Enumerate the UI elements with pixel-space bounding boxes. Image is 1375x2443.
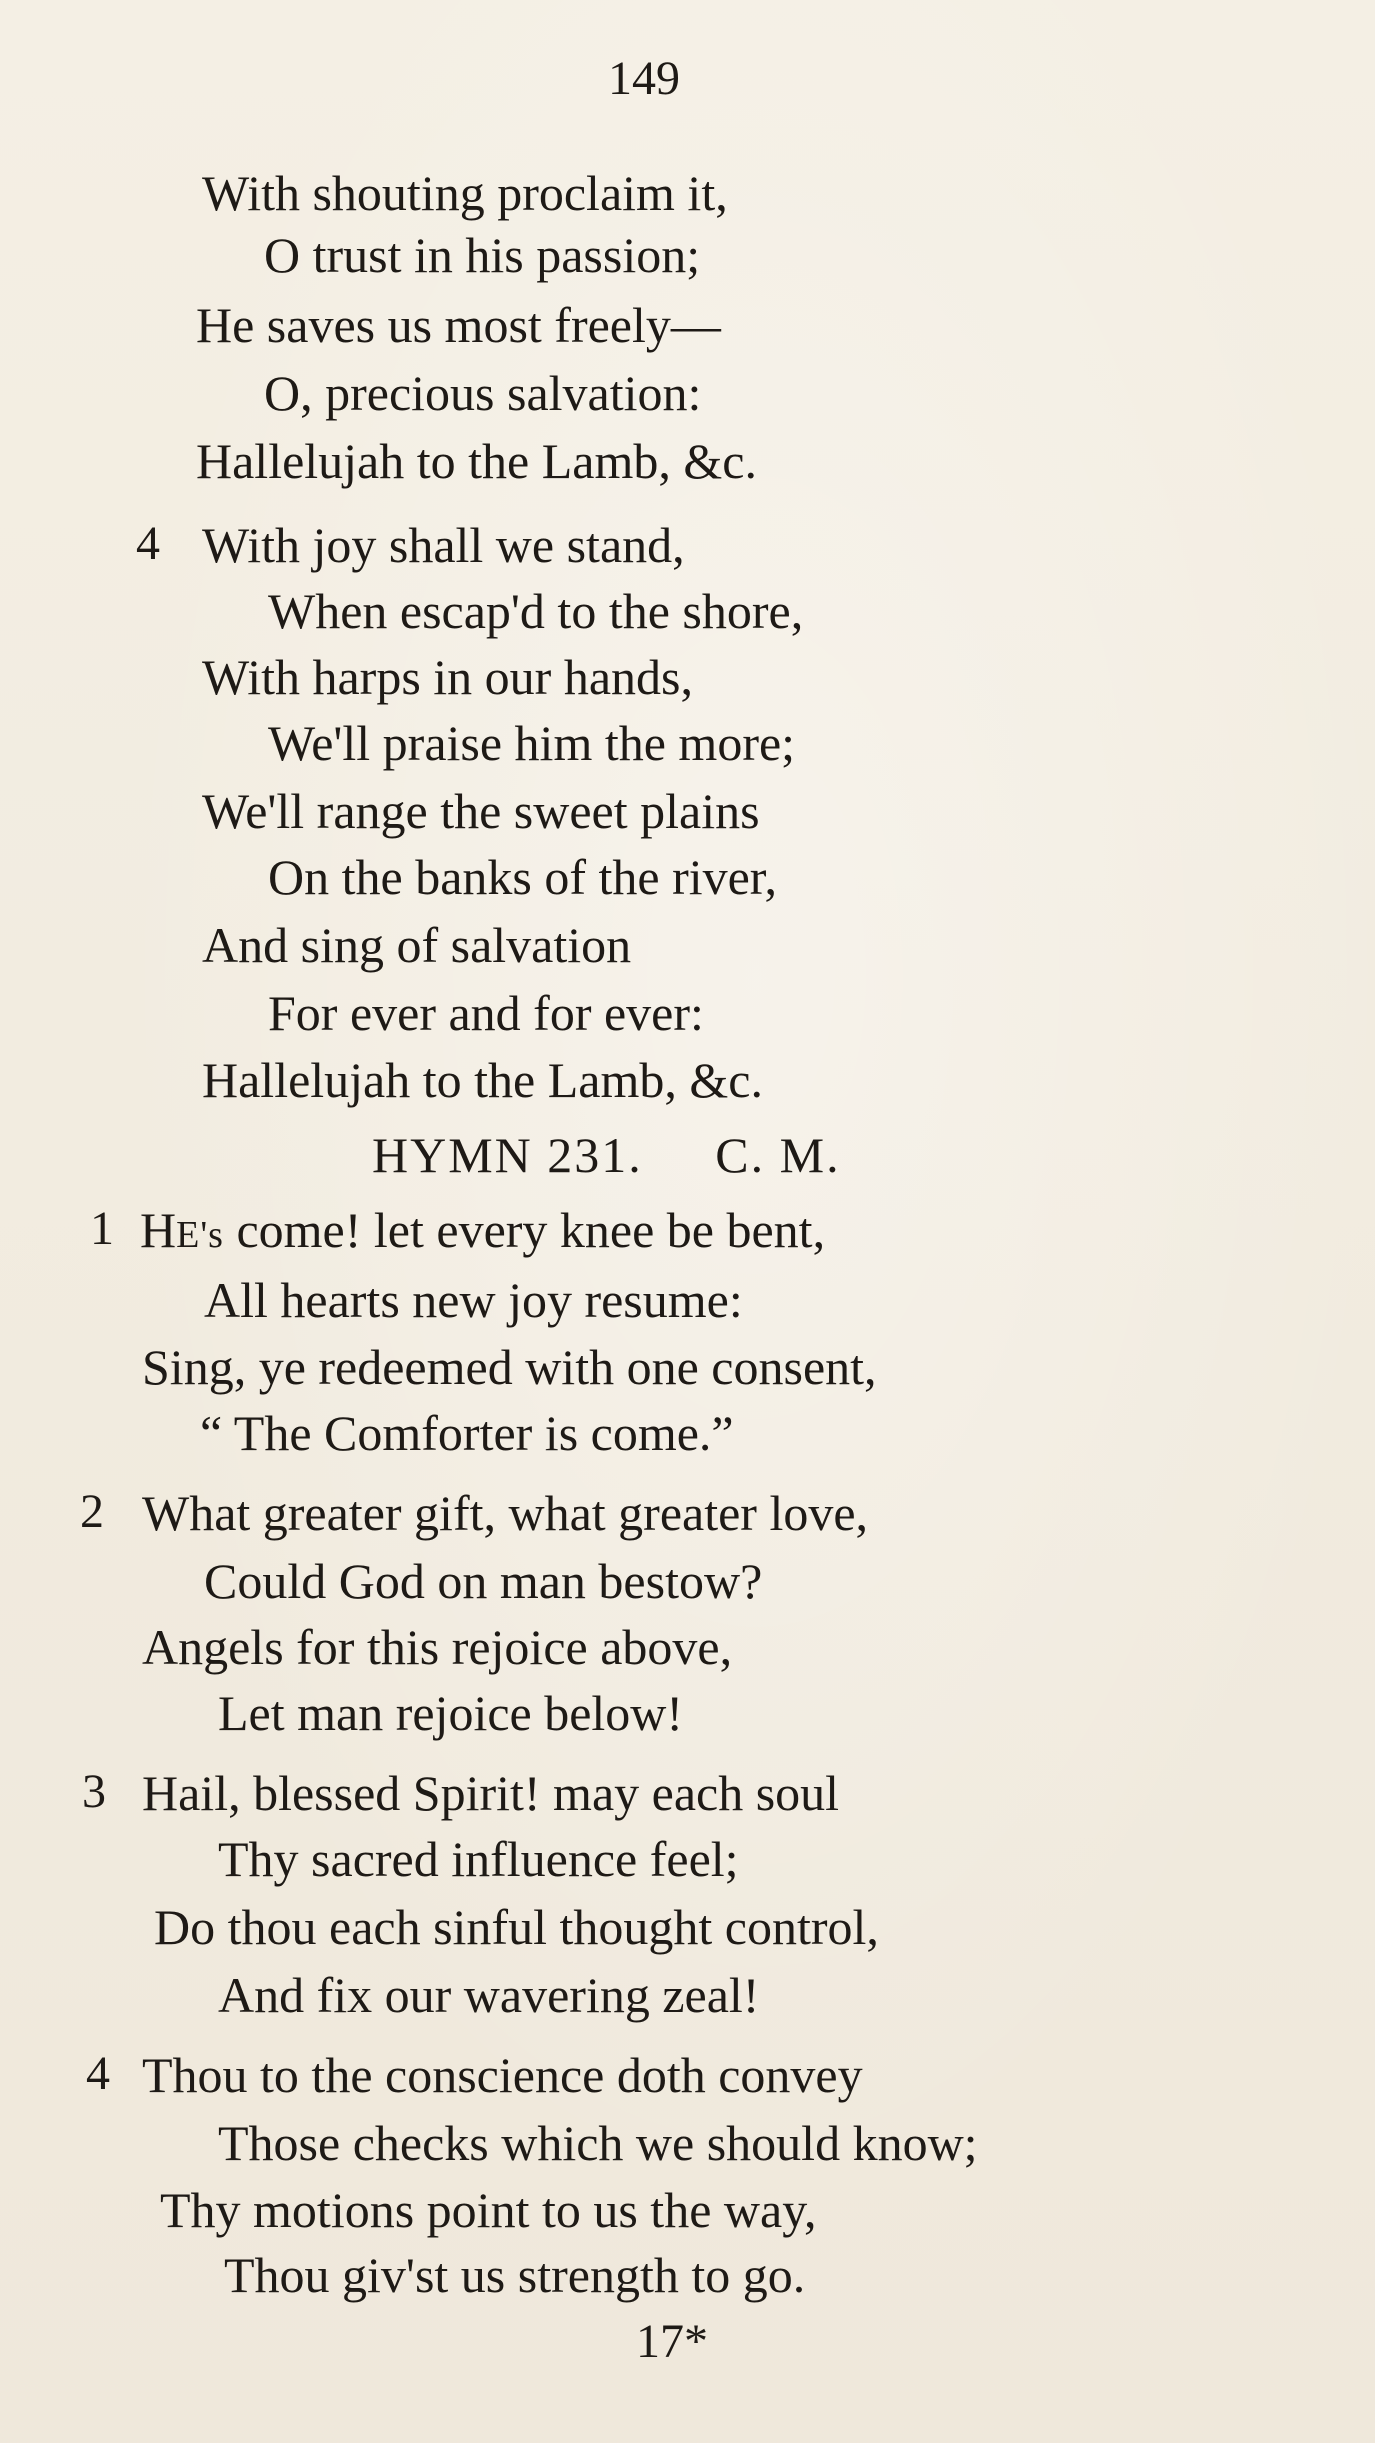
verse-line: Thou giv'st us strength to go. bbox=[224, 2247, 806, 2303]
verse-line: For ever and for ever: bbox=[268, 985, 704, 1041]
verse-line: With harps in our hands, bbox=[202, 649, 693, 705]
verse-line: And sing of salvation bbox=[202, 917, 632, 973]
stanza-number: 1 bbox=[90, 1202, 114, 1255]
verse-line: With joy shall we stand, bbox=[202, 517, 685, 573]
verse-line: O, precious salvation: bbox=[264, 365, 702, 421]
verse-line: Thou to the conscience doth convey bbox=[142, 2047, 863, 2103]
verse-line: We'll range the sweet plains bbox=[202, 783, 760, 839]
refrain-line: Hallelujah to the Lamb, &c. bbox=[202, 1052, 763, 1108]
verse-line: Hail, blessed Spirit! may each soul bbox=[142, 1765, 840, 1821]
small-caps-word: E's bbox=[176, 1214, 224, 1256]
verse-line: Those checks which we should know; bbox=[218, 2115, 978, 2171]
verse-line: Let man rejoice below! bbox=[218, 1685, 684, 1741]
verse-line: O trust in his passion; bbox=[264, 227, 701, 283]
verse-line: We'll praise him the more; bbox=[268, 715, 796, 771]
verse-line: On the banks of the river, bbox=[268, 849, 777, 905]
refrain-line: Hallelujah to the Lamb, &c. bbox=[196, 433, 757, 489]
verse-line: Do thou each sinful thought control, bbox=[154, 1899, 879, 1955]
verse-line: And fix our wavering zeal! bbox=[218, 1967, 760, 2023]
verse-line-rest: come! let every knee be bent, bbox=[223, 1202, 826, 1258]
hymn-heading: HYMN 231. C. M. bbox=[372, 1127, 841, 1183]
verse-line: Thy motions point to us the way, bbox=[160, 2182, 817, 2238]
stanza-number: 3 bbox=[82, 1765, 106, 1818]
verse-line: What greater gift, what greater love, bbox=[142, 1485, 869, 1541]
drop-initial: H bbox=[140, 1202, 177, 1258]
signature-mark: 17* bbox=[636, 2315, 708, 2368]
verse-line: He saves us most freely— bbox=[196, 297, 721, 353]
page-number: 149 bbox=[608, 52, 680, 105]
stanza-number: 4 bbox=[86, 2047, 110, 2100]
verse-line: With shouting proclaim it, bbox=[202, 165, 728, 221]
verse-line: “ The Comforter is come.” bbox=[200, 1405, 734, 1461]
verse-line: Could God on man bestow? bbox=[204, 1553, 763, 1609]
verse-line: Angels for this rejoice above, bbox=[142, 1619, 733, 1675]
verse-line: All hearts new joy resume: bbox=[204, 1272, 743, 1328]
stanza-number: 2 bbox=[80, 1485, 104, 1538]
stanza-number: 4 bbox=[136, 517, 160, 570]
verse-line bbox=[140, 1202, 826, 1258]
verse-line: When escap'd to the shore, bbox=[268, 583, 804, 639]
verse-line: Sing, ye redeemed with one consent, bbox=[142, 1339, 877, 1395]
verse-line: Thy sacred influence feel; bbox=[218, 1831, 739, 1887]
